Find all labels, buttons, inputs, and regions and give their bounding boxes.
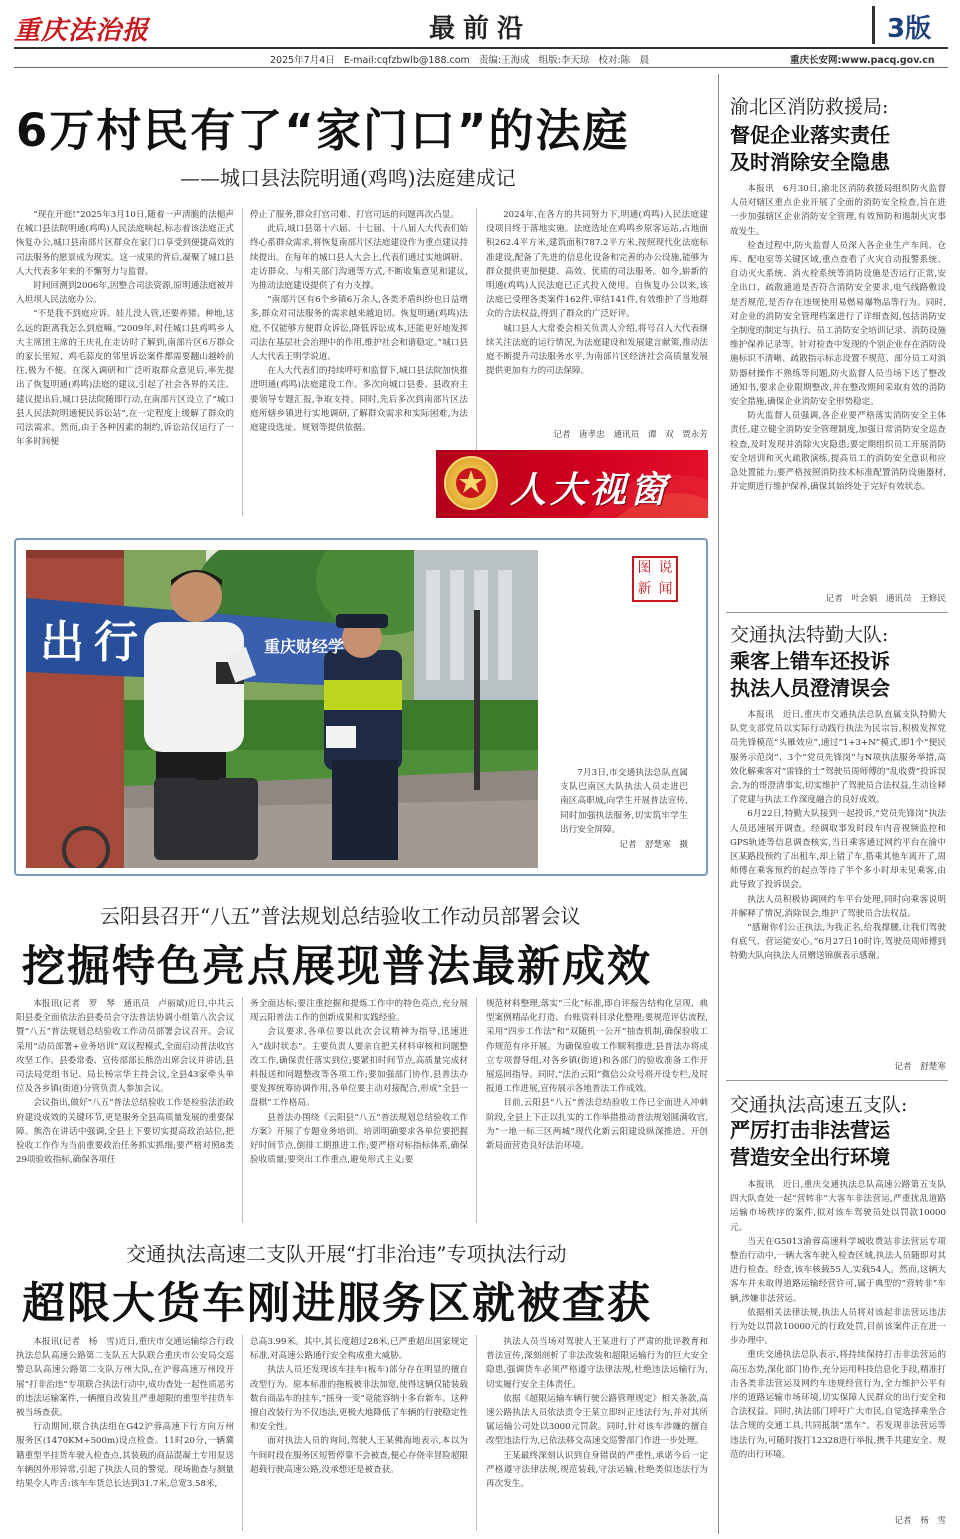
news-photo xyxy=(26,550,538,868)
paragraph: 务全面达标;要注重挖掘和提炼工作中的特色亮点,充分展现云阳普法工作的创新成果和实践经验。 xyxy=(250,999,468,1024)
sidebar-rule xyxy=(726,612,948,613)
sidebar-divider xyxy=(718,74,719,1534)
masthead-rule xyxy=(14,47,948,49)
website: 重庆长安网:www.pacq.gov.cn xyxy=(790,55,935,66)
sidebar-s1-kicker: 渝北区消防救援局: xyxy=(730,96,889,118)
article3-kicker: 交通执法高速二支队开展“打非治违”专项执法行动 xyxy=(126,1242,567,1266)
paragraph: 执法人员还发现该车挂车(板车)部分存在明显的擅自改型行为。原本标准的拖板被非法加宽,使得这辆仅能装载数台商品车的挂车,“摇身一变”竟能容纳十多台新车。这种擅自改装行为不仅违法,更极大地降低了车辆的行驶稳定性和安全性。 xyxy=(250,1365,468,1433)
emblem-star-icon xyxy=(446,458,496,508)
email: E-mail:cqfzbwlb@188.com xyxy=(343,55,470,66)
sidebar-s2-kicker: 交通执法特勤大队: xyxy=(730,624,889,646)
badge-char: 新 xyxy=(637,581,652,597)
paragraph: 本报讯 近日,重庆交通执法总队高速公路第五支队四大队查处一起“营转非”大客车非法营运,严重扰乱道路运输市场秩序的案件,拟对该车驾驶员处以罚款10000元。 xyxy=(730,1180,946,1233)
sidebar-s3-title-line1: 严厉打击非法营运 xyxy=(730,1118,890,1142)
photo-caption: 7月3日,市交通执法总队直属支队巴南区大队执法人员走进巴南区高职城,向学生开展普法宣传,同时加强执法服务,切实筑牢学生出行安全屏障。 xyxy=(560,768,688,835)
sidebar-s3-byline: 记者 杨 雪 xyxy=(894,1516,946,1526)
badge-char: 图 xyxy=(637,560,652,576)
paper-name-logo: 重庆法治报 xyxy=(14,16,150,46)
article3-title: 超限大货车刚进服务区就被查获 xyxy=(22,1279,652,1329)
banner-sign-text: 出行 xyxy=(40,617,148,668)
photo-credit: 记者 舒楚寒 摄 xyxy=(619,840,688,850)
proofreader: 校对:陈 晨 xyxy=(598,55,650,66)
paragraph: 执法人员当场对驾驶人王某进行了严肃的批评教育和普法宣传,深刻剖析了非法改装和超限运输行为的巨大安全隐患,强调货车必须严格遵守法律法规,杜绝违法运输行为,切实履行安全主体责任。 xyxy=(486,1337,708,1390)
photo-scene xyxy=(26,550,538,868)
sidebar-s2-title-line2: 执法人员澄清误会 xyxy=(730,676,890,700)
national-emblem-icon xyxy=(444,456,498,510)
masthead-info xyxy=(270,52,649,66)
sidebar-s3-body xyxy=(730,1178,946,1508)
sidebar-s2-body xyxy=(730,708,946,1054)
paragraph: 本报讯(记者 杨 雪)近日,重庆市交通运输综合行政执法总队高速公路第二支队五大队联合重庆市公安局交巡警总队高速公路第二支队万州大队,在沪蓉高速万州段开展“打非治违”专项联合执法行动中,成功查处一起性质恶劣的违法运输案件,一辆擅自改装且严重超限的重型半挂货车被当场查获。 xyxy=(16,1337,234,1419)
issue-date: 2025年7月4日 xyxy=(270,55,335,66)
paragraph: 行动期间,联合执法组在G42沪蓉高速下行方向万州服务区(1470KM+500m)设点检查。11时20分,一辆冀籍重型半挂货车驶入检查点,其装载的商品混凝土专用泵送车辆因外形异常,引起了执法人员的警觉。现场勘查与测量结果令人咋舌:该车车货总长达到31.7米,总宽3.58米, xyxy=(16,1422,234,1490)
sidebar-s3-title-line2: 营造安全出行环境 xyxy=(730,1145,890,1169)
paragraph: 本报讯 近日,重庆市交通执法总队直属支队特勤大队党支部党员以实际行动践行执法为民宗旨,积极发挥党员先锋模范“头雁效应”,通过“1+3+N”模式,即1个“便民服务示范岗”、3个“党员先锋岗”与N项执法服务举措,高效化解乘客对“雷锋的士”驾驶员周师傅的“乱收费”投诉误会,为的哥澄清事实,切实维护了驾驶员合法权益,生动诠释了党建与执法工作深度融合的良好成效。 xyxy=(730,710,946,806)
banner-sign-text-2: 重庆财经学 xyxy=(264,637,345,656)
paragraph: “不是我不到庭应诉。娃儿没人管,还要养猪、种地,这么远的距离我怎么到庭嘛。”2009年,时任城口县鸡鸣乡人大主席团主席的王庆礼在走访时了解到,南部片区6万群众的家长里短、鸡毛蒜皮的邻里诉讼案件都需要翻山越岭前往,极为不便。在深入调研和广泛听取群众意见后,率先提出了恢复明通(鸡鸣)法庭的建议,引起了社会各界的关注。建议提出后,城口县法院随即行动,在南部片区设立了“城口县人民法院明通便民诉讼站”,在一定程度上缓解了群众的司法需求。然而,由于各种因素的制约,诉讼站仅运行了一年多时间便 xyxy=(16,309,234,448)
paragraph: 会议要求,各单位要以此次会议精神为指导,迅速进入“战时状态”。主要负责人要亲自把关材料审核和问题整改工作,确保责任落实到位;要紧扣时间节点,高质量完成材料报送和问题整改等各项工作;要加强部门协作,县普法办要发挥统筹协调作用,各单位要主动对接配合,形成“全县一盘棋”工作格局。 xyxy=(250,1027,468,1109)
paragraph: 会议指出,做好“八五”普法总结验收工作是检验法治政府建设成效的关键环节,更是服务全县高质量发展的重要保障。熊浩在讲话中强调,全县上下要切实提高政治站位,把验收工作作为当前重要政治任务抓实抓细;要严格对照8类29项验收指标,确保各项任 xyxy=(16,1098,234,1166)
tushuo-xinwen-badge xyxy=(632,556,678,602)
layout-editor: 组版:李天琼 xyxy=(538,55,590,66)
sidebar-s1-byline: 记者 叶会娟 通讯员 王修民 xyxy=(825,594,946,604)
article1-byline: 记者 唐孝忠 通讯员 谭 双 贾永芳 xyxy=(553,430,708,440)
banner-text: 人大视窗 xyxy=(510,469,671,511)
paragraph: 面对执法人员的询问,驾驶人王某佛海地表示,本以为午间时段在服务区短暂停靠不会被查,便心存侥幸冒险超限超载行驶高速公路,没承想还是被查获。 xyxy=(250,1436,468,1475)
paragraph: 此后,城口县第十六届、十七届、十八届人大代表们始终心系群众需求,将恢复南部片区法庭建设作为重点建议持续提出。在每年的城口县人大会上,代表们通过实地调研、走访群众、与相关部门沟通等方式,不断收集意见和建议,为推动法庭建设提供了有力支撑。 xyxy=(250,224,468,292)
column-divider xyxy=(242,997,243,1223)
paragraph: 依据相关法律法规,执法人员将对该起非法营运违法行为处以罚款10000元的行政处罚,目前该案件正在进一步办理中。 xyxy=(730,1307,946,1347)
sidebar-s1-body xyxy=(730,182,946,586)
article3-col3 xyxy=(486,1335,708,1531)
paragraph: 本报讯 6月30日,渝北区消防救援局组织防火监督人员对辖区重点企业开展了全面的消防安全检查,旨在进一步加强辖区企业消防安全管理,有效预防和遏制火灾事故发生。 xyxy=(730,184,946,237)
paragraph: 本报讯(记者 罗 琴 通讯员 卢丽斌)近日,中共云阳县委全面依法治县委员会守法普法协调小组第八次会议暨“八五”普法规划总结验收工作动员部署会议召开。会议采用“动员部署+业务培训”双议程模式,全面启动普法收官攻坚工作。县委常委、宣传部部长熊浩出席会议并讲话,县司法局党组书记、局长杨宗华主持会议,全县43家牵头单位及各乡镇(街道)分管负责人参加会议。 xyxy=(16,999,234,1095)
paragraph: “感谢你们公正执法,为我正名,给我撑腰,让我们驾驶有底气、营运能安心。”6月27日10时许,驾驶员周师傅到特勤大队向执法人员赠送锦旗表示感谢。 xyxy=(730,923,946,962)
column-divider xyxy=(242,1335,243,1531)
column-divider xyxy=(242,208,243,516)
sidebar-s3-kicker: 交通执法高速五支队: xyxy=(730,1094,908,1116)
paragraph: 防火监督人员强调,各企业要严格落实消防安全主体责任,建立健全消防安全管理制度,加强日常消防安全巡查检查,及时发现并消除火灾隐患;要定期组织员工开展消防安全培训和灭火疏散演练,提高员工的消防安全意识和应急处置能力;要严格按照消防技术标准配置消防设施器材,并定期进行维护保养,确保其始终处于完好有效状态。 xyxy=(730,411,946,493)
article2-kicker: 云阳县召开“八五”普法规划总结验收工作动员部署会议 xyxy=(100,904,581,928)
paragraph: 在人大代表们的持续呼吁和监督下,城口县法院加快推进明通(鸡鸣)法庭建设工作。多次向城口县委、县政府主要领导专题汇报,争取支持。同时,先后多次到南部片区法庭所辖乡镇进行实地调研,了解群众需求和实际困难,为法庭建设选址、规划等提供依据。 xyxy=(250,366,468,434)
badge-char: 说 xyxy=(658,560,673,576)
badge-char: 闻 xyxy=(658,581,673,597)
paragraph: 时间回溯到2006年,因整合司法资源,原明通法庭被并入坦坝人民法庭办公。 xyxy=(16,281,234,306)
column-divider xyxy=(476,1335,477,1531)
article1-col1 xyxy=(16,208,234,516)
article1-title: 6万村民有了“家门口”的法庭 xyxy=(16,104,630,157)
article3-col2 xyxy=(250,1335,468,1531)
paragraph: “现在开庭!”2025年3月10日,随着一声清脆的法槌声在城口县法院明通(鸡鸣)人民法庭响起,标志着该法庭正式恢复办公,城口县南部片区群众在家门口享受到便捷高效的司法服务的愿景成为现实。这一成果的背后,凝聚了城口县人大代表多年来的不懈努力与监督。 xyxy=(16,210,234,277)
column-divider xyxy=(476,997,477,1223)
article3-col1 xyxy=(16,1335,234,1531)
section-title: 最前沿 xyxy=(428,14,531,44)
sidebar-s2-byline: 记者 舒楚寒 xyxy=(894,1062,946,1072)
paragraph: 总高3.99米。其中,其长度超过28米,已严重超出国家规定标准,对高速公路通行安全构成重大威胁。 xyxy=(250,1337,468,1362)
paragraph: 目前,云阳县“八五”普法总结验收工作已全面进入冲刺阶段,全县上下正以扎实的工作举措推动普法规划圆满收官,为“一地一标三区两城”现代化新云阳建设纵深推进、开创新局面营造良好法治环境。 xyxy=(486,1098,708,1152)
article1-col3 xyxy=(486,208,708,426)
article2-col2 xyxy=(250,997,468,1223)
page-number xyxy=(872,6,952,44)
paragraph: 依据《超限运输车辆行驶公路管理规定》相关条款,高速公路执法人员依法责令王某立即纠正违法行为,并对其所属运输公司处以3000元罚款。同时,针对该车涉嫌的擅自改型违法行为,已依法移交高速交巡警部门作进一步处理。 xyxy=(486,1393,708,1447)
sidebar-s1-title-line2: 及时消除安全隐患 xyxy=(730,150,890,174)
renda-shichuang-banner xyxy=(436,450,708,518)
paragraph: 县普法办围绕《云阳县“八五”普法规划总结验收工作方案》开展了专题业务培训。培训明确要求各单位要把握好时间节点,倒排工期推进工作;要严格对标指标体系,确保验收质量;要突出工作重点,避免形式主义;要 xyxy=(250,1112,468,1166)
paragraph: 城口县人大常委会相关负责人介绍,将号召人大代表继续关注法庭的运行情况,为法庭建设和发展建言献策,推动法庭不断提升司法服务水平,为南部片区经济社会高质量发展提供更加有力的司法保障。 xyxy=(486,323,708,377)
paragraph: 执法人员积极协调网约车平台处理,同时向乘客说明并解释了情况,消除误会,维护了驾驶员合法权益。 xyxy=(730,894,946,919)
sidebar-s1-title-line1: 督促企业落实责任 xyxy=(730,123,890,147)
paragraph: 规范材料整理,落实“三化”标准,即自评报告结构化呈现、典型案例精品化打造、台账资料目录化整理;要规范评估流程,采用“四步工作法”和“双随机一公开”抽查机制,确保验收工作规范有序开展。为确保验收工作顺利推进,县普法办将成立专项督导组,对各乡镇(街道)和各部门的验收准备工作开展巡回指导。同时,“法治云阳”微信公众号将开设专栏,及时报道工作进展,宣传展示各地普法工作成效。 xyxy=(486,999,708,1095)
paragraph: 检查过程中,防火监督人员深入各企业生产车间、仓库、配电室等关键区域,重点查看了火灾自动报警系统、自动灭火系统、消火栓系统等消防设施是否运行正常,安全出口、疏散通道是否符合消防安全要求,电气线路敷设是否规范,是否存在违规使用易燃易爆物品等行为。同时,对企业的消防安全管理档案进行了详细查阅,包括消防安全制度的制定与执行、员工消防安全培训记录、消防设施维护保养记录等。针对检查中发现的个别企业存在消防设施标识不清晰、疏散指示标志设置不规范、部分员工对消防器材操作不熟练等问题,防火监督人员当场下达了整改通知书,要求企业限期整改,并在整改期间采取有效的消防安全措施,确保企业消防安全形势稳定。 xyxy=(730,240,946,408)
paragraph: 当天在G5013渝蓉高速科学城收费站非法营运专项整治行动中,一辆大客车驶入检查区域,执法人员随即对其进行检查。经查,该车核载55人,实载54人。然而,这辆大客车并未取得道路运输经营许可,属于典型的“营转非”车辆,涉嫌非法营运。 xyxy=(730,1236,946,1304)
paragraph: 2024年,在各方的共同努力下,明通(鸡鸣)人民法庭建设项目终于落地实施。法庭选址在鸡鸣乡原客运站,占地面积262.4平方米,建筑面积787.2平方米,按照现代化法庭标准建设,配备了先进的信息化设备和完善的办公设施,能够为群众提供更加便捷、高效、优质的司法服务。如今,崭新的明通(鸡鸣)人民法庭已正式投入使用。自恢复办公以来,该法庭已受理各类案件162件,审结141件,有效维护了当地群众的合法权益,得到了群众的广泛好评。 xyxy=(486,210,708,320)
article2-col3 xyxy=(486,997,708,1223)
paragraph: 停止了服务,群众打官司难、打官司远的问题再次凸显。 xyxy=(250,210,459,220)
masthead xyxy=(0,0,960,70)
article2-title: 挖掘特色亮点展现普法最新成效 xyxy=(22,942,652,992)
masthead-rule-bottom xyxy=(14,67,948,68)
page-number-text: 3版 xyxy=(887,14,932,44)
paragraph: 重庆交通执法总队表示,将持续保持打击非法营运的高压态势,深化部门协作,充分运用科技信息化手段,精准打击各类非法营运及网约车违规经营行为,全力维护公平有序的道路运输市场环境,切实保障人民群众的出行安全和合法权益。同时,执法部门呼吁广大市民,自觉选择乘坐合法合规的交通工具,共同抵制“黑车”。若发现非法营运等违法行为,可随时拨打12328进行举报,携手共建安全、规范的出行环境。 xyxy=(730,1350,946,1460)
paragraph: 王某最终深刻认识到自身错误的严重性,承诺今后一定严格遵守法律法规,规范装载,守法运输,杜绝类似违法行为再次发生。 xyxy=(486,1450,708,1490)
editor: 责编:王海成 xyxy=(478,55,530,66)
paragraph: 6月22日,特勤大队接到一起投诉,“党员先锋岗”执法人员迅速展开调查。经调取事发时段车内音视频监控和GPS轨迹等信息调查核实,当日乘客通过网约平台在渝中区某路段预约了出租车,却上错了车,搭乘其他车离开了,周师傅在乘客预约的起点等待了半个多小时却未见乘客,由此导致了投诉误会。 xyxy=(730,809,946,891)
article2-col1 xyxy=(16,997,234,1223)
paragraph: “南部片区有6个乡镇6万余人,各类矛盾纠纷也日益增多,群众对司法服务的需求越来越迫切。恢复明通(鸡鸣)法庭,不仅能够方便群众诉讼,降低诉讼成本,还能更好地发挥司法在基层社会治理中的作用,维护社会和谐稳定。”城口县人大代表王明学说道。 xyxy=(250,295,468,363)
sidebar-s2-title-line1: 乘客上错车还投诉 xyxy=(730,649,890,673)
sidebar-rule xyxy=(726,1080,948,1081)
article1-subtitle: ——城口县法院明通(鸡鸣)法庭建成记 xyxy=(180,166,516,190)
